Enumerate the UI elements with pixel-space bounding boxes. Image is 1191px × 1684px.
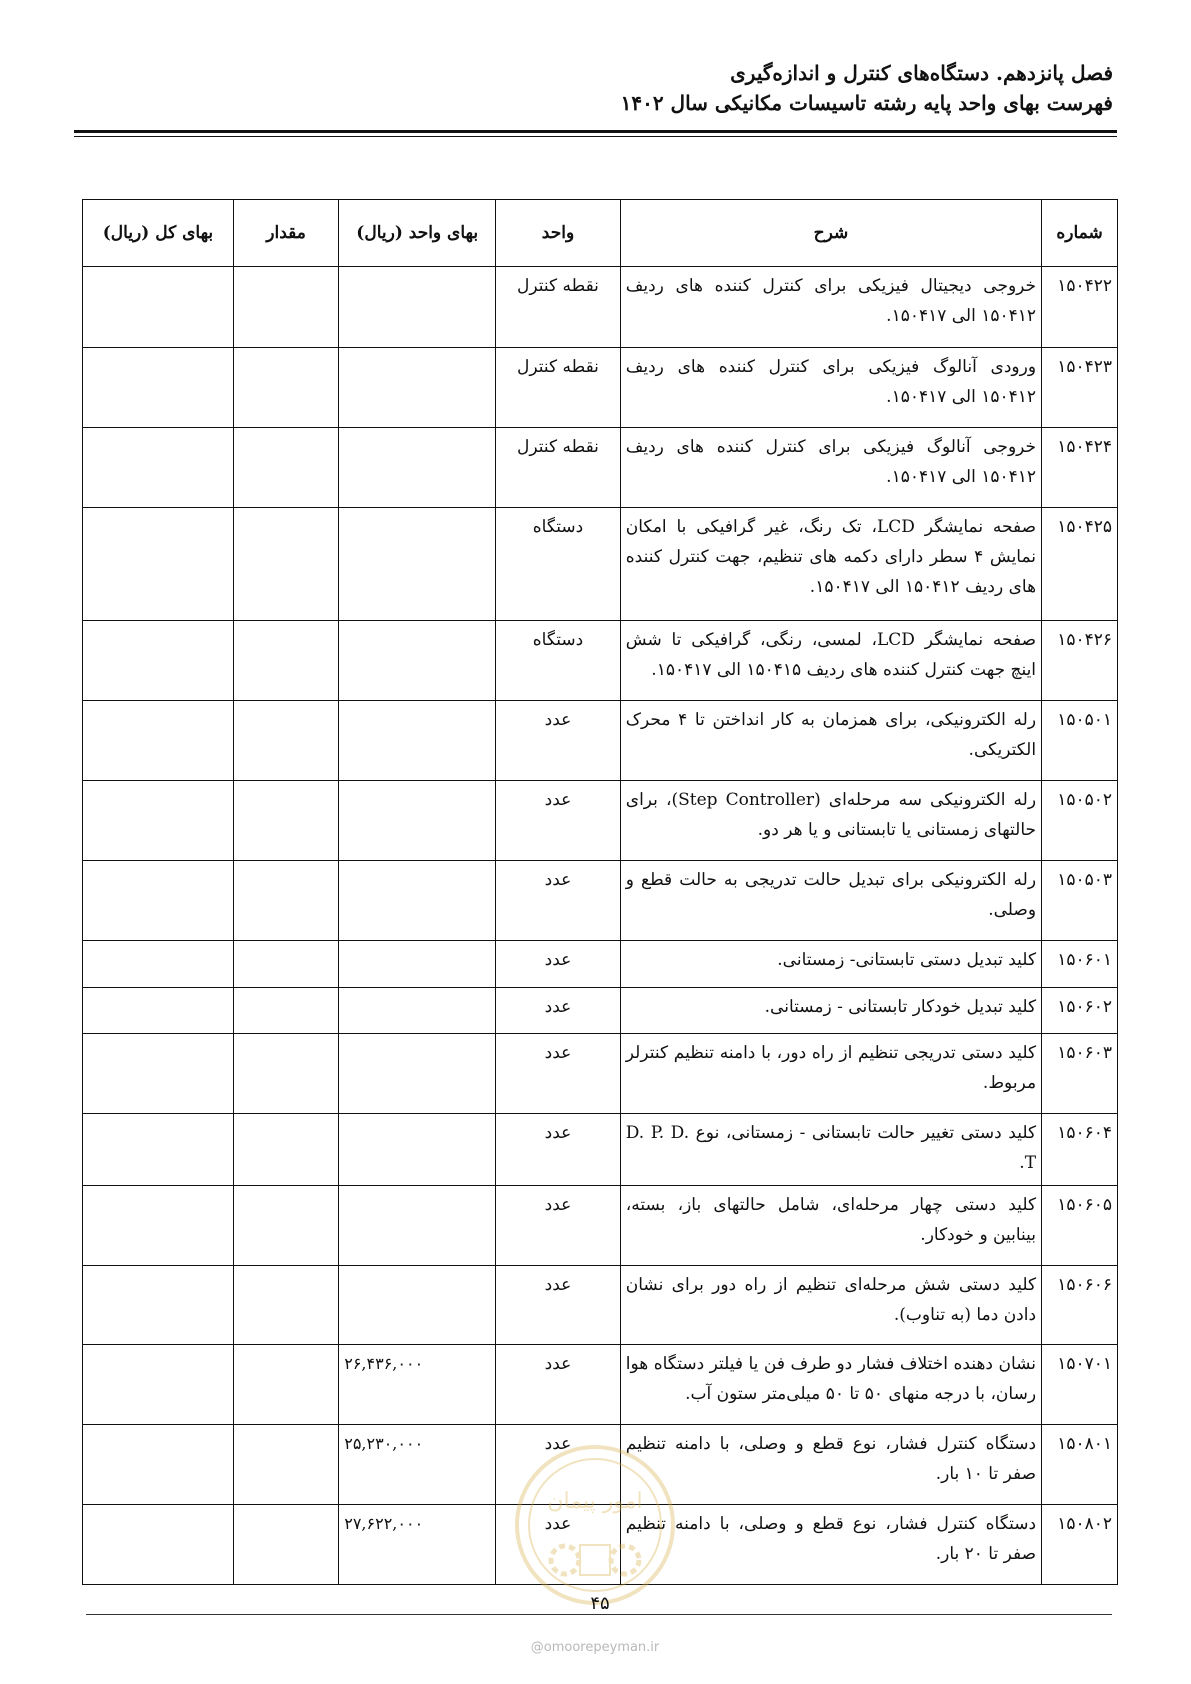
row-description: کلید دستی شش مرحله‌ای تنظیم از راه دور برای نشان دادن دما (به تناوب). bbox=[620, 1266, 1041, 1345]
row-number: ۱۵۰۴۲۵ bbox=[1042, 508, 1118, 621]
col-header-description: شرح bbox=[620, 200, 1041, 267]
row-description: کلید تبدیل دستی تابستانی- زمستانی. bbox=[620, 941, 1041, 988]
row-number: ۱۵۰۸۰۱ bbox=[1042, 1425, 1118, 1505]
row-quantity bbox=[233, 621, 338, 701]
table-row bbox=[83, 621, 1118, 701]
row-unit: دستگاه bbox=[496, 621, 621, 701]
row-description: رله الکترونیکی سه مرحله‌ای (Step Controller)، برای حالتهای زمستانی یا تابستانی و یا هر دو. bbox=[620, 781, 1041, 861]
chapter-title: فصل پانزدهم. دستگاه‌های کنترل و اندازه‌گیری bbox=[730, 61, 1113, 85]
row-quantity bbox=[233, 1186, 338, 1266]
row-unit: عدد bbox=[496, 861, 621, 941]
row-unit-price bbox=[339, 428, 496, 508]
header-rule-thin bbox=[74, 136, 1117, 137]
row-description: دستگاه کنترل فشار، نوع قطع و وصلی، با دامنه تنظیم صفر تا ۱۰ بار. bbox=[620, 1425, 1041, 1505]
row-unit-price bbox=[339, 861, 496, 941]
table-row bbox=[83, 988, 1118, 1034]
row-quantity bbox=[233, 428, 338, 508]
table-row bbox=[83, 941, 1118, 988]
row-unit-price bbox=[339, 781, 496, 861]
table-row bbox=[83, 861, 1118, 941]
row-total bbox=[83, 1186, 234, 1266]
row-description: نشان دهنده اختلاف فشار دو طرف فن یا فیلتر دستگاه هوا رسان، با درجه منهای ۵۰ تا ۵۰ میلی‌متر ستون آب. bbox=[620, 1345, 1041, 1425]
row-total bbox=[83, 1345, 234, 1425]
row-description: صفحه نمایشگر LCD، تک رنگ، غیر گرافیکی با امکان نمایش ۴ سطر دارای دکمه های تنظیم، جهت کنترل کننده های ردیف ۱۵۰۴۱۲ الی ۱۵۰۴۱۷. bbox=[620, 508, 1041, 621]
row-unit-price bbox=[339, 267, 496, 348]
row-number: ۱۵۰۴۲۶ bbox=[1042, 621, 1118, 701]
row-quantity bbox=[233, 267, 338, 348]
table-body bbox=[83, 267, 1118, 1585]
row-description: خروجی آنالوگ فیزیکی برای کنترل کننده های ردیف ۱۵۰۴۱۲ الی ۱۵۰۴۱۷. bbox=[620, 428, 1041, 508]
row-total bbox=[83, 941, 234, 988]
row-number: ۱۵۰۷۰۱ bbox=[1042, 1345, 1118, 1425]
row-quantity bbox=[233, 701, 338, 781]
price-table bbox=[82, 199, 1118, 1585]
row-total bbox=[83, 1425, 234, 1505]
row-number: ۱۵۰۸۰۲ bbox=[1042, 1505, 1118, 1585]
row-unit-price bbox=[339, 701, 496, 781]
row-total bbox=[83, 267, 234, 348]
watermark-seal-icon bbox=[510, 1440, 680, 1610]
row-unit-price bbox=[339, 988, 496, 1034]
row-number: ۱۵۰۵۰۱ bbox=[1042, 701, 1118, 781]
row-number: ۱۵۰۵۰۲ bbox=[1042, 781, 1118, 861]
row-quantity bbox=[233, 781, 338, 861]
row-total bbox=[83, 701, 234, 781]
row-unit-price: ۲۵,۲۳۰,۰۰۰ bbox=[339, 1425, 496, 1505]
table-row bbox=[83, 428, 1118, 508]
row-unit: عدد bbox=[496, 1266, 621, 1345]
table-row bbox=[83, 781, 1118, 861]
row-quantity bbox=[233, 508, 338, 621]
row-description: رله الکترونیکی برای تبدیل حالت تدریجی به حالت قطع و وصلی. bbox=[620, 861, 1041, 941]
row-unit-price bbox=[339, 1186, 496, 1266]
row-quantity bbox=[233, 1425, 338, 1505]
row-number: ۱۵۰۵۰۳ bbox=[1042, 861, 1118, 941]
row-description: کلید دستی چهار مرحله‌ای، شامل حالتهای باز، بسته، بینابین و خودکار. bbox=[620, 1186, 1041, 1266]
row-unit: عدد bbox=[496, 1114, 621, 1186]
footer-rule bbox=[86, 1614, 1112, 1615]
row-quantity bbox=[233, 941, 338, 988]
row-unit: نقطه کنترل bbox=[496, 348, 621, 428]
row-total bbox=[83, 621, 234, 701]
row-total bbox=[83, 1114, 234, 1186]
col-header-number: شماره bbox=[1042, 200, 1118, 267]
row-description: کلید دستی تغییر حالت تابستانی - زمستانی، نوع D. P. D. T. bbox=[620, 1114, 1041, 1186]
row-number: ۱۵۰۶۰۳ bbox=[1042, 1034, 1118, 1114]
row-quantity bbox=[233, 1114, 338, 1186]
row-unit-price: ۲۶,۴۳۶,۰۰۰ bbox=[339, 1345, 496, 1425]
row-unit: عدد bbox=[496, 1505, 621, 1585]
row-total bbox=[83, 781, 234, 861]
table-row bbox=[83, 508, 1118, 621]
row-description: خروجی دیجیتال فیزیکی برای کنترل کننده های ردیف ۱۵۰۴۱۲ الی ۱۵۰۴۱۷. bbox=[620, 267, 1041, 348]
table-row bbox=[83, 1266, 1118, 1345]
table-row bbox=[83, 1186, 1118, 1266]
row-unit: نقطه کنترل bbox=[496, 267, 621, 348]
row-unit-price: ۲۷,۶۲۲,۰۰۰ bbox=[339, 1505, 496, 1585]
col-header-total-price: بهای کل (ریال) bbox=[83, 200, 234, 267]
header-rule-thick bbox=[74, 130, 1117, 133]
row-unit-price bbox=[339, 941, 496, 988]
row-unit: عدد bbox=[496, 1186, 621, 1266]
row-description: دستگاه کنترل فشار، نوع قطع و وصلی، با دامنه تنظیم صفر تا ۲۰ بار. bbox=[620, 1505, 1041, 1585]
row-unit: عدد bbox=[496, 1425, 621, 1505]
row-description: صفحه نمایشگر LCD، لمسی، رنگی، گرافیکی تا شش اینچ جهت کنترل کننده های ردیف ۱۵۰۴۱۵ الی ۱۵۰۴۱۷. bbox=[620, 621, 1041, 701]
website-watermark: @omoorepeyman.ir bbox=[530, 1640, 660, 1655]
row-number: ۱۵۰۴۲۴ bbox=[1042, 428, 1118, 508]
table-row bbox=[83, 1114, 1118, 1186]
row-total bbox=[83, 508, 234, 621]
row-unit-price bbox=[339, 508, 496, 621]
row-number: ۱۵۰۴۲۲ bbox=[1042, 267, 1118, 348]
row-quantity bbox=[233, 1505, 338, 1585]
row-quantity bbox=[233, 1266, 338, 1345]
price-list-title: فهرست بهای واحد پایه رشته تاسیسات مکانیکی سال ۱۴۰۲ bbox=[620, 91, 1113, 115]
table-row bbox=[83, 1345, 1118, 1425]
row-number: ۱۵۰۶۰۱ bbox=[1042, 941, 1118, 988]
col-header-unit-price: بهای واحد (ریال) bbox=[339, 200, 496, 267]
row-description: کلید دستی تدریجی تنظیم از راه دور، با دامنه تنظیم کنترلر مربوط. bbox=[620, 1034, 1041, 1114]
col-header-unit: واحد bbox=[496, 200, 621, 267]
row-total bbox=[83, 1505, 234, 1585]
row-unit-price bbox=[339, 1114, 496, 1186]
row-total bbox=[83, 1034, 234, 1114]
row-description: ورودی آنالوگ فیزیکی برای کنترل کننده های ردیف ۱۵۰۴۱۲ الی ۱۵۰۴۱۷. bbox=[620, 348, 1041, 428]
row-quantity bbox=[233, 1345, 338, 1425]
row-unit: عدد bbox=[496, 781, 621, 861]
table-row bbox=[83, 267, 1118, 348]
row-total bbox=[83, 861, 234, 941]
table-row bbox=[83, 348, 1118, 428]
row-quantity bbox=[233, 861, 338, 941]
row-unit: عدد bbox=[496, 988, 621, 1034]
row-quantity bbox=[233, 348, 338, 428]
row-unit: عدد bbox=[496, 701, 621, 781]
row-total bbox=[83, 428, 234, 508]
row-unit: نقطه کنترل bbox=[496, 428, 621, 508]
table-header-row bbox=[83, 200, 1118, 267]
row-unit-price bbox=[339, 1266, 496, 1345]
row-description: کلید تبدیل خودکار تابستانی - زمستانی. bbox=[620, 988, 1041, 1034]
row-number: ۱۵۰۴۲۳ bbox=[1042, 348, 1118, 428]
row-description: رله الکترونیکی، برای همزمان به کار انداختن تا ۴ محرک الکتریکی. bbox=[620, 701, 1041, 781]
row-total bbox=[83, 348, 234, 428]
row-number: ۱۵۰۶۰۴ bbox=[1042, 1114, 1118, 1186]
row-quantity bbox=[233, 1034, 338, 1114]
row-unit: عدد bbox=[496, 1345, 621, 1425]
row-number: ۱۵۰۶۰۶ bbox=[1042, 1266, 1118, 1345]
row-quantity bbox=[233, 988, 338, 1034]
row-total bbox=[83, 1266, 234, 1345]
page-header bbox=[78, 58, 1113, 118]
row-total bbox=[83, 988, 234, 1034]
row-unit: دستگاه bbox=[496, 508, 621, 621]
table-row bbox=[83, 1034, 1118, 1114]
row-unit-price bbox=[339, 348, 496, 428]
row-unit: عدد bbox=[496, 941, 621, 988]
col-header-quantity: مقدار bbox=[233, 200, 338, 267]
seal-text: امور پیمان bbox=[547, 1489, 643, 1514]
page-number: ۴۵ bbox=[590, 1593, 610, 1614]
row-unit-price bbox=[339, 621, 496, 701]
row-number: ۱۵۰۶۰۲ bbox=[1042, 988, 1118, 1034]
row-unit: عدد bbox=[496, 1034, 621, 1114]
row-number: ۱۵۰۶۰۵ bbox=[1042, 1186, 1118, 1266]
table-row bbox=[83, 701, 1118, 781]
row-unit-price bbox=[339, 1034, 496, 1114]
